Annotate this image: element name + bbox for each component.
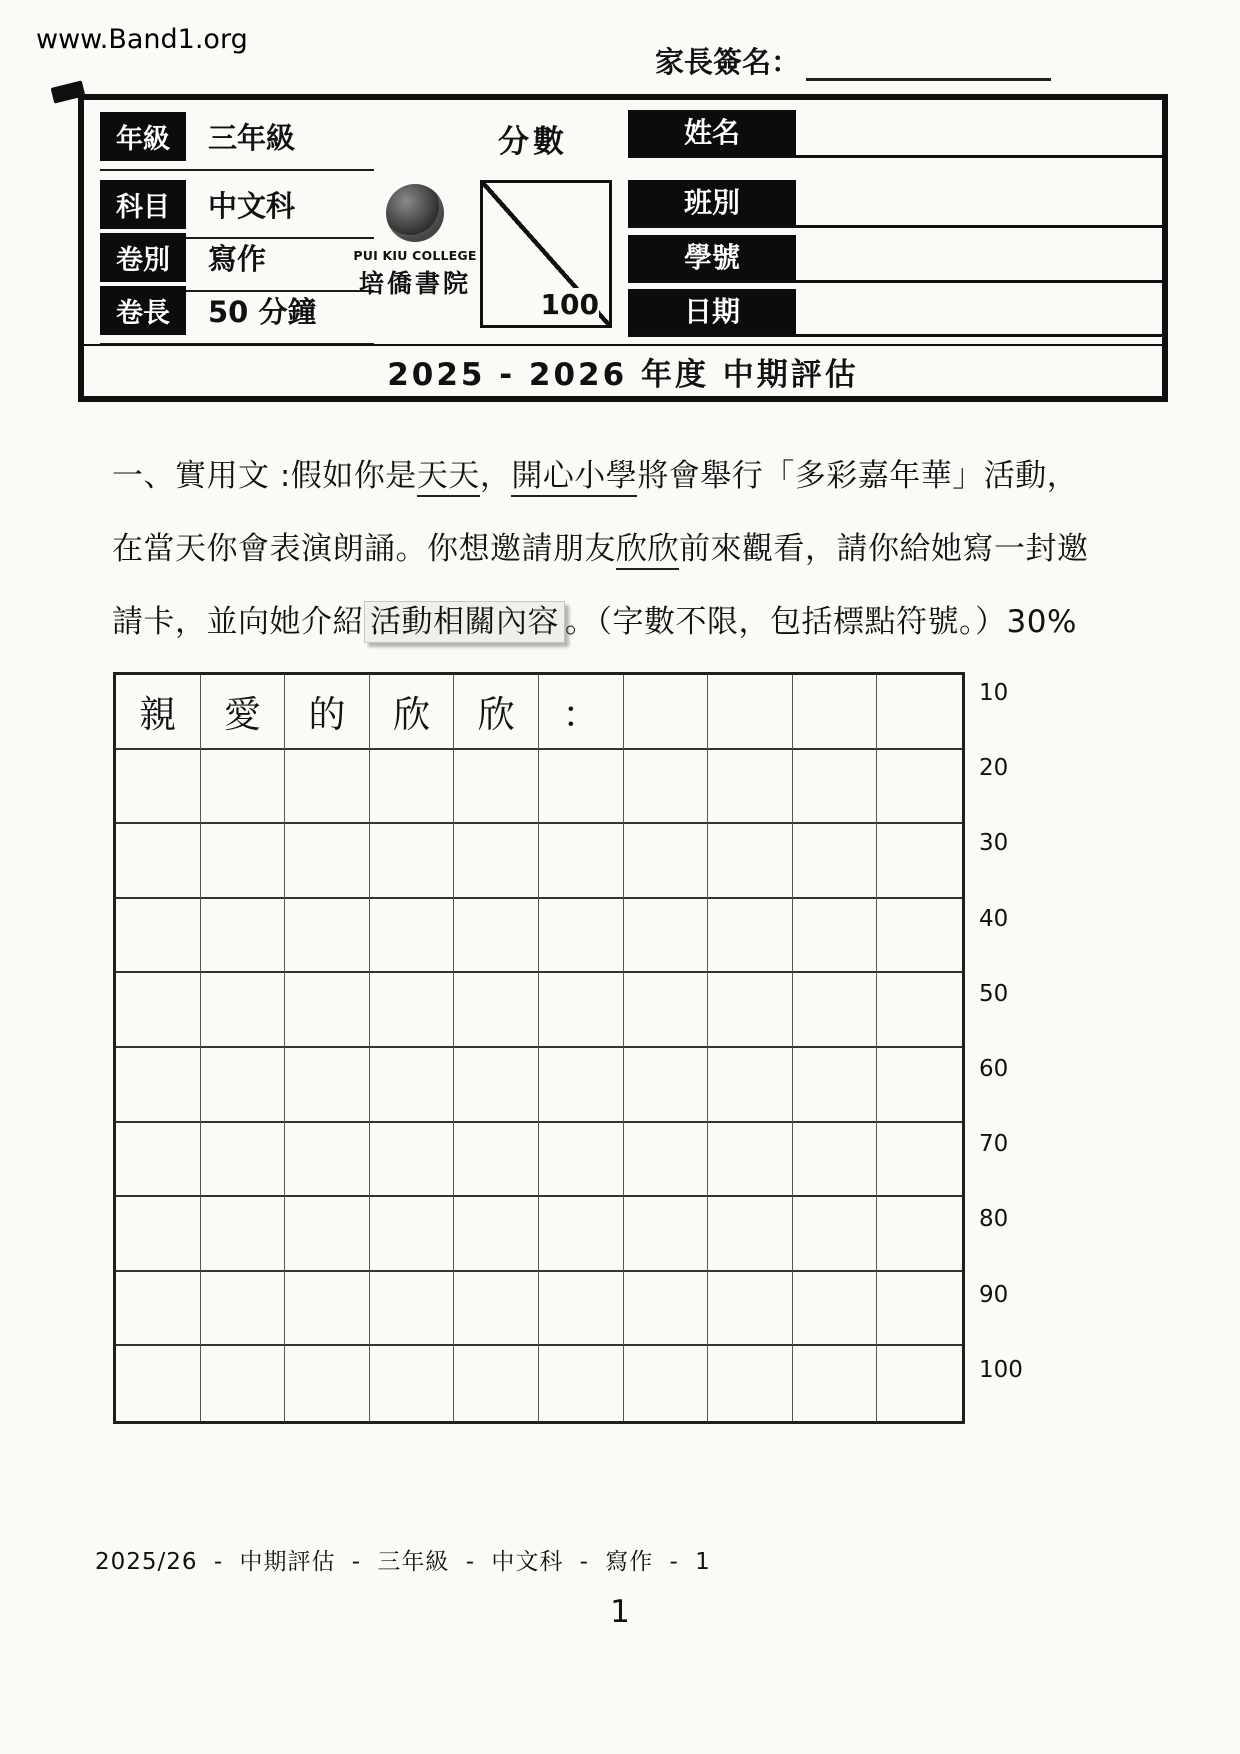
grid-cell — [624, 899, 709, 974]
grid-cell — [285, 973, 370, 1048]
question-segment: ， — [479, 458, 512, 494]
grid-cell — [201, 1048, 286, 1123]
school-logo-icon — [386, 184, 444, 242]
grid-cell — [116, 1272, 201, 1347]
grid-cell — [454, 750, 539, 825]
subject-label: 科目 — [100, 180, 186, 229]
grid-cell — [370, 1123, 455, 1198]
grid-cell — [624, 1048, 709, 1123]
highlighted-phrase: 活動相關內容 — [364, 601, 565, 643]
grid-cell — [539, 1197, 624, 1272]
duration-row — [100, 286, 374, 345]
grid-cell — [454, 824, 539, 899]
grid-cell: 欣 — [370, 675, 455, 750]
underlined-name: 欣欣 — [616, 531, 679, 570]
date-label: 日期 — [628, 289, 796, 335]
row-number: 10 — [979, 680, 1009, 706]
grid-cell — [793, 824, 878, 899]
question-segment: 將會舉行「多彩嘉年華」活動， — [637, 458, 1079, 494]
grid-cell — [454, 1123, 539, 1198]
grid-cell — [116, 1197, 201, 1272]
grade-label: 年級 — [100, 112, 186, 161]
class-row — [628, 180, 1162, 228]
school-name-zh: 培僑書院 — [358, 269, 471, 298]
grid-cell — [877, 1346, 962, 1421]
grid-cell — [370, 1346, 455, 1421]
grid-cell — [116, 824, 201, 899]
score-denominator: 100 — [538, 288, 599, 321]
grid-cell — [708, 899, 793, 974]
question-line — [112, 586, 1077, 659]
grid-cell: ： — [539, 675, 624, 750]
grid-row-numbers — [979, 672, 1069, 1424]
grid-cell — [877, 1048, 962, 1123]
grid-cell: 親 — [116, 675, 201, 750]
grid-cell — [201, 973, 286, 1048]
grid-cell — [539, 1346, 624, 1421]
question-segment: 在當天你會表演朗誦。你想邀請朋友 — [112, 531, 616, 567]
grid-cell: 愛 — [201, 675, 286, 750]
parent-signature-line — [806, 47, 1051, 81]
grid-cell — [793, 973, 878, 1048]
grid-cell — [708, 675, 793, 750]
row-number: 50 — [979, 980, 1009, 1007]
grid-cell — [370, 1272, 455, 1347]
grid-cell — [285, 750, 370, 825]
grid-cell — [285, 1197, 370, 1272]
date-row — [628, 289, 1162, 337]
grid-cell — [708, 824, 793, 899]
grid-cell — [285, 1123, 370, 1198]
row-number: 90 — [979, 1281, 1009, 1308]
grid-cell — [877, 824, 962, 899]
grid-cell — [116, 750, 201, 825]
grid-cell — [201, 1272, 286, 1347]
grid-cell — [793, 1048, 878, 1123]
question-text — [112, 440, 1089, 659]
grid-cell — [454, 1346, 539, 1421]
question-segment: 一、實用文 :假如你是 — [112, 458, 417, 494]
subject-row — [100, 180, 374, 239]
grid-cell — [793, 1197, 878, 1272]
footer-line: 2025/26 - 中期評估 - 三年級 - 中文科 - 寫作 - 1 — [95, 1549, 711, 1575]
grid-cell — [793, 1123, 878, 1198]
paper-type-label: 卷別 — [100, 233, 186, 282]
grid-cell — [539, 1272, 624, 1347]
grid-cell — [285, 1048, 370, 1123]
grid-cell: 的 — [285, 675, 370, 750]
grid-cell — [201, 1346, 286, 1421]
watermark: www.Band1.org — [36, 24, 248, 55]
grid-cell — [116, 1123, 201, 1198]
question-segment: 請卡，並向她介紹 — [112, 604, 364, 640]
grid-cell — [624, 1272, 709, 1347]
grid-cell — [370, 824, 455, 899]
student-number-label: 學號 — [628, 235, 796, 281]
score-label: 分數 — [498, 124, 568, 160]
grid-cell — [370, 973, 455, 1048]
grid-cell — [877, 1272, 962, 1347]
name-row — [628, 110, 1162, 158]
grid-cell — [285, 899, 370, 974]
grid-cell — [877, 1123, 962, 1198]
grid-cell — [539, 899, 624, 974]
paper-type-value: 寫作 — [208, 242, 267, 276]
parent-signature-label: 家長簽名： — [655, 45, 801, 79]
grid-cell — [285, 1346, 370, 1421]
grid-cell — [370, 899, 455, 974]
grid-cell — [370, 1197, 455, 1272]
class-label: 班別 — [628, 180, 796, 226]
grid-cell — [201, 750, 286, 825]
school-name-en: PUI KIU COLLEGE — [353, 248, 477, 263]
grid-cell — [877, 1197, 962, 1272]
paper-type-row — [100, 233, 374, 292]
grid-cell — [624, 973, 709, 1048]
grid-cell — [370, 1048, 455, 1123]
grid-cell — [624, 1346, 709, 1421]
grid-cell — [116, 1048, 201, 1123]
grid-cells — [113, 672, 965, 1424]
grid-cell — [454, 973, 539, 1048]
grid-cell — [708, 1048, 793, 1123]
grid-cell — [116, 899, 201, 974]
grid-cell — [624, 675, 709, 750]
subject-value: 中文科 — [208, 189, 296, 223]
grid-cell — [793, 1272, 878, 1347]
grid-cell — [877, 675, 962, 750]
grid-cell — [708, 973, 793, 1048]
grid-cell — [116, 973, 201, 1048]
grid-cell — [285, 1272, 370, 1347]
grid-cell — [454, 1197, 539, 1272]
grid-cell — [877, 899, 962, 974]
page-number: 1 — [610, 1594, 630, 1630]
grid-cell — [708, 1346, 793, 1421]
grid-cell — [624, 1123, 709, 1198]
row-number: 70 — [979, 1131, 1009, 1158]
exam-title: 2025 - 2026 年度 中期評估 — [84, 344, 1162, 396]
row-number: 20 — [979, 755, 1009, 782]
grid-cell — [454, 899, 539, 974]
grid-cell — [708, 1123, 793, 1198]
grid-cell — [116, 1346, 201, 1421]
row-number: 60 — [979, 1056, 1009, 1082]
parent-signature-row — [655, 40, 1051, 81]
underlined-name: 天天 — [417, 458, 480, 497]
exam-info-box — [78, 94, 1168, 402]
grid-cell — [201, 1197, 286, 1272]
row-number: 100 — [979, 1356, 1023, 1383]
grid-cell — [539, 1048, 624, 1123]
grid-cell — [201, 1123, 286, 1198]
grid-cell — [285, 824, 370, 899]
grid-cell — [708, 1272, 793, 1347]
grid-cell — [624, 824, 709, 899]
grid-cell — [539, 750, 624, 825]
score-box — [480, 180, 612, 328]
question-line — [112, 513, 1089, 586]
row-number: 40 — [979, 905, 1009, 932]
row-number: 30 — [979, 830, 1009, 857]
grid-cell — [793, 899, 878, 974]
writing-grid — [113, 672, 1073, 1424]
grid-cell — [539, 824, 624, 899]
grid-cell — [624, 750, 709, 825]
grid-cell: 欣 — [454, 675, 539, 750]
grid-cell — [201, 824, 286, 899]
row-number: 80 — [979, 1206, 1009, 1233]
question-segment: 。（字數不限，包括標點符號。）30% — [565, 604, 1077, 640]
question-line — [112, 440, 1079, 513]
grid-cell — [201, 899, 286, 974]
grid-cell — [793, 750, 878, 825]
grid-cell — [624, 1197, 709, 1272]
grid-cell — [539, 1123, 624, 1198]
student-number-row — [628, 235, 1162, 283]
grid-cell — [793, 675, 878, 750]
grid-cell — [708, 1197, 793, 1272]
grid-cell — [539, 973, 624, 1048]
name-label: 姓名 — [628, 110, 796, 156]
grid-cell — [877, 750, 962, 825]
grid-cell — [454, 1048, 539, 1123]
duration-value: 50 分鐘 — [208, 295, 317, 329]
grade-row — [100, 112, 374, 171]
grid-cell — [370, 750, 455, 825]
question-segment: 前來觀看，請你給她寫一封邀 — [679, 531, 1089, 567]
grid-cell — [708, 750, 793, 825]
grade-value: 三年級 — [208, 121, 296, 155]
duration-label: 卷長 — [100, 286, 186, 335]
grid-cell — [877, 973, 962, 1048]
grid-cell — [793, 1346, 878, 1421]
underlined-name: 開心小學 — [511, 458, 637, 497]
grid-cell — [454, 1272, 539, 1347]
